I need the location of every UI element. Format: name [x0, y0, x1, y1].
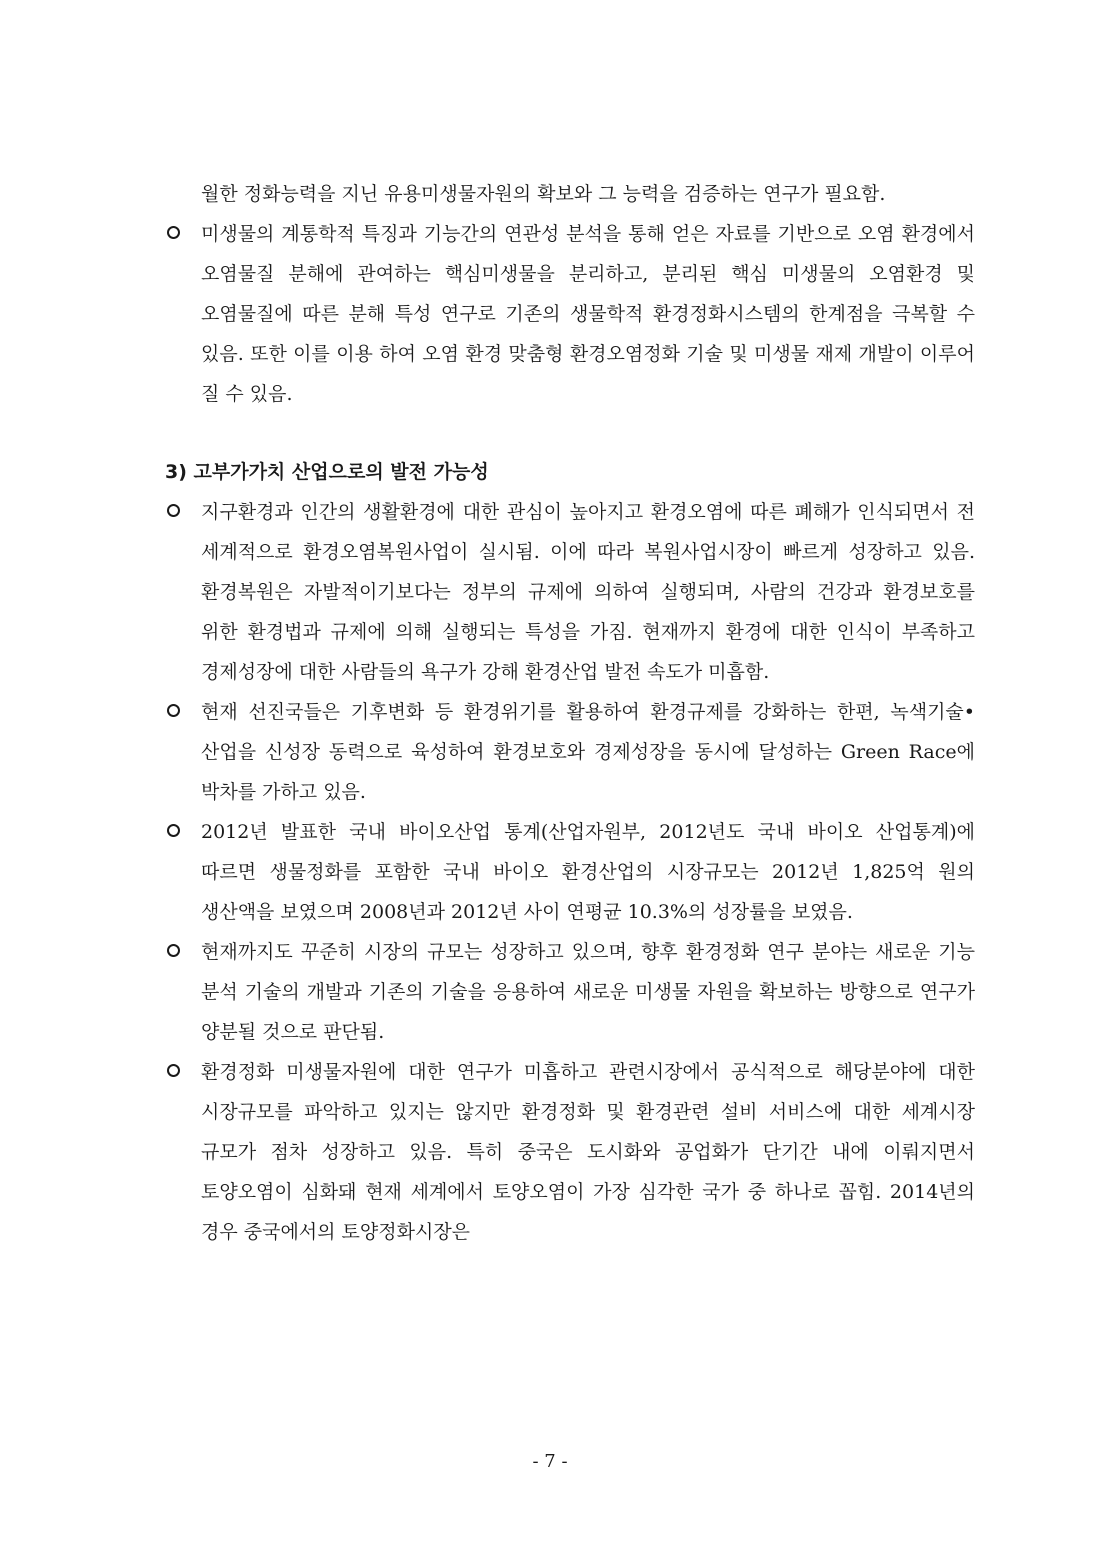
continued-paragraph: 월한 정화능력을 지닌 유용미생물자원의 확보와 그 능력을 검증하는 연구가 필요함.	[201, 183, 886, 205]
page-body	[165, 174, 975, 1252]
bullet-text: 현재까지도 꾸준히 시장의 규모는 성장하고 있으며, 향후 환경정화 연구 분야는 새로운 기능 분석 기술의 개발과 기존의 기술을 응용하여 새로운 미생물 자원을 확보하는 방향으로 연구가 양분될 것으로 판단됨.	[201, 941, 975, 1043]
bullet-text: 현재 선진국들은 기후변화 등 환경위기를 활용하여 환경규제를 강화하는 한편, 녹색기술•산업을 신성장 동력으로 육성하여 환경보호와 경제성장을 동시에 달성하는 Green Race에 박차를 가하고 있음.	[201, 701, 975, 803]
bullet-text: 미생물의 계통학적 특징과 기능간의 연관성 분석을 통해 얻은 자료를 기반으로 오염 환경에서 오염물질 분해에 관여하는 핵심미생물을 분리하고, 분리된 핵심 미생물의 오염환경 및 오염물질에 따른 분해 특성 연구로 기존의 생물학적 환경정화시스템의 한계점을 극복할 수 있음. 또한 이를 이용 하여 오염 환경 맞춤형 환경오염정화 기술 및 미생물 재제 개발이 이루어 질 수 있음.	[201, 223, 975, 405]
circle-bullet-icon	[167, 504, 180, 517]
bullet-item	[165, 932, 975, 1052]
bullet-item	[165, 692, 975, 812]
page-number: - 7 -	[532, 1451, 568, 1472]
bullet-text: 2012년 발표한 국내 바이오산업 통계(산업자원부, 2012년도 국내 바이오 산업통계)에 따르면 생물정화를 포함한 국내 바이오 환경산업의 시장규모는 2012년 1,825억 원의 생산액을 보였으며 2008년과 2012년 사이 연평균 10.3%의 성장률을 보였음.	[201, 821, 975, 923]
circle-bullet-icon	[167, 824, 180, 837]
circle-bullet-icon	[167, 944, 180, 957]
circle-bullet-icon	[167, 1064, 180, 1077]
circle-bullet-icon	[167, 226, 180, 239]
circle-bullet-icon	[167, 704, 180, 717]
section-heading: 3) 고부가가치 산업으로의 발전 가능성	[165, 461, 489, 483]
bullet-text: 지구환경과 인간의 생활환경에 대한 관심이 높아지고 환경오염에 따른 폐해가 인식되면서 전 세계적으로 환경오염복원사업이 실시됨. 이에 따라 복원사업시장이 빠르게 성장하고 있음. 환경복원은 자발적이기보다는 정부의 규제에 의하여 실행되며, 사람의 건강과 환경보호를 위한 환경법과 규제에 의해 실행되는 특성을 가짐. 현재까지 환경에 대한 인식이 부족하고 경제성장에 대한 사람들의 욕구가 강해 환경산업 발전 속도가 미흡함.	[201, 501, 975, 683]
bullet-text: 환경정화 미생물자원에 대한 연구가 미흡하고 관련시장에서 공식적으로 해당분야에 대한 시장규모를 파악하고 있지는 않지만 환경정화 및 환경관련 설비 서비스에 대한 세계시장 규모가 점차 성장하고 있음. 특히 중국은 도시화와 공업화가 단기간 내에 이뤄지면서 토양오염이 심화돼 현재 세계에서 토양오염이 가장 심각한 국가 중 하나로 꼽힘. 2014년의 경우 중국에서의 토양정화시장은	[201, 1061, 975, 1243]
bullet-item	[165, 214, 975, 414]
bullet-item	[165, 1052, 975, 1252]
bullet-item	[165, 812, 975, 932]
bullet-item	[165, 492, 975, 692]
